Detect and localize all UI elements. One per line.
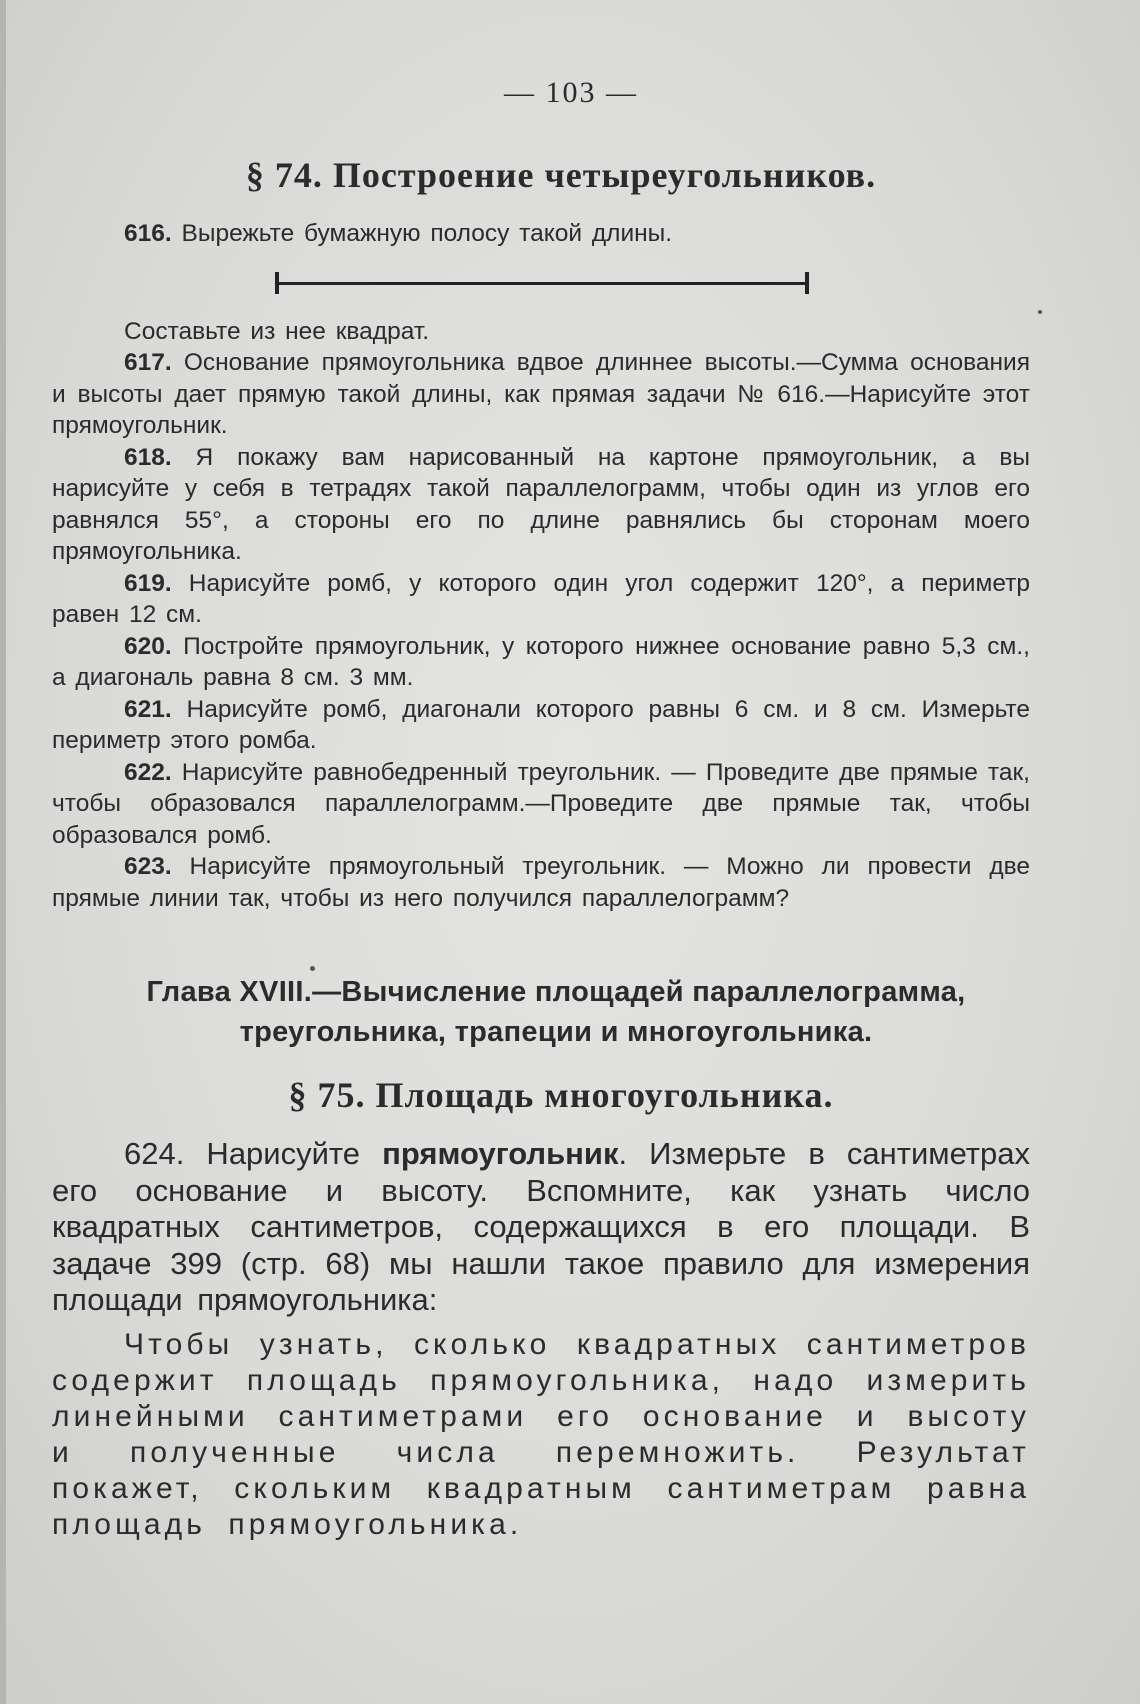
emphasized-word: прямоугольник bbox=[382, 1136, 619, 1171]
problem-number: 620. bbox=[124, 632, 172, 660]
problem-number: 619. bbox=[124, 569, 172, 597]
print-speck bbox=[310, 966, 315, 971]
strip-line bbox=[277, 282, 807, 285]
problem-number: 621. bbox=[124, 695, 172, 723]
chapter-18-title bbox=[52, 972, 1030, 1052]
chapter-title-line-2: треугольника, трапеции и многоугольника. bbox=[239, 1016, 873, 1048]
problem-text: Нарисуйте равнобедренный треугольник. — Проведите две прямые так, чтобы образовался параллелограмм.—Проведите две прямые так, чтобы образовался ромб. bbox=[52, 758, 1030, 849]
paper-strip-figure bbox=[52, 268, 1030, 298]
problem-619 bbox=[52, 568, 1030, 631]
strip-right-end bbox=[805, 272, 809, 294]
problem-number: 623. bbox=[124, 853, 172, 880]
problem-number: 616. bbox=[124, 220, 172, 247]
problem-text: Нарисуйте прямоугольный треугольник. — Можно ли провести две прямые линии так, чтобы из него получился параллелограмм? bbox=[52, 853, 1030, 912]
problem-number: 618. bbox=[124, 443, 172, 471]
problem-text: Я покажу вам нарисованный на картоне прямоугольник, а вы нарисуйте у себя в тетрадях такой параллелограмм, чтобы один из углов его равнялся 55°, а стороны его по длине равнялись бы сторонам моего прямоугольника. bbox=[52, 443, 1030, 565]
problem-621 bbox=[52, 694, 1030, 757]
section-74-title: § 74. Построение четыреугольников. bbox=[245, 155, 877, 195]
problem-622 bbox=[52, 757, 1030, 852]
problem-616 bbox=[52, 218, 1030, 250]
problem-620 bbox=[52, 631, 1030, 694]
problem-616-continuation: Составьте из нее квадрат. bbox=[124, 317, 430, 345]
area-rule: Чтобы узнать, сколько квадратных сантиметров содержит площадь прямоугольника, надо измерить линейными сантиметрами его основание и высоту и полученные числа перемножить. Результат покажет, скольким квадратным сантиметрам равна площадь прямоугольника. bbox=[52, 1327, 1030, 1541]
problem-text: Постройте прямоугольник, у которого нижнее основание равно 5,3 см., а диагональ равна 8 см. 3 мм. bbox=[52, 632, 1030, 691]
problem-623 bbox=[52, 851, 1030, 914]
problem-text-a: . Нарисуйте bbox=[175, 1136, 383, 1171]
problem-624 bbox=[52, 1136, 1030, 1319]
problem-text-b: . Измерьте в сантиметрах его основание и высоту. Вспомните, как узнать число квадратных сантиметров, содержащихся в его площади. В задаче 399 (стр. 68) мы нашли такое правило для измерения площади прямоугольника: bbox=[52, 1136, 1030, 1317]
section-75-title: § 75. Площадь многоугольника. bbox=[288, 1075, 834, 1115]
problem-text: Вырежьте бумажную полосу такой длины. bbox=[171, 220, 673, 247]
page-number: — 103 — bbox=[504, 76, 638, 109]
problem-text: Нарисуйте ромб, диагонали которого равны 6 см. и 8 см. Измерьте периметр этого ромба. bbox=[52, 695, 1030, 754]
print-speck bbox=[1038, 310, 1042, 314]
problem-number: 622. bbox=[124, 758, 172, 786]
chapter-title-line-1: Глава XVIII.—Вычисление площадей параллелограмма, bbox=[146, 976, 966, 1008]
problem-text: Основание прямоугольника вдвое длиннее высоты.—Сумма основания и высоты дает прямую такой длины, как прямая задачи № 616.—Нарисуйте этот прямоугольник. bbox=[52, 349, 1030, 439]
problem-number: 624 bbox=[124, 1136, 176, 1171]
problem-618 bbox=[52, 442, 1030, 568]
problem-617 bbox=[52, 347, 1030, 442]
problem-text: Нарисуйте ромб, у которого один угол содержит 120°, а периметр равен 12 см. bbox=[52, 569, 1030, 628]
problem-number: 617. bbox=[124, 349, 172, 376]
